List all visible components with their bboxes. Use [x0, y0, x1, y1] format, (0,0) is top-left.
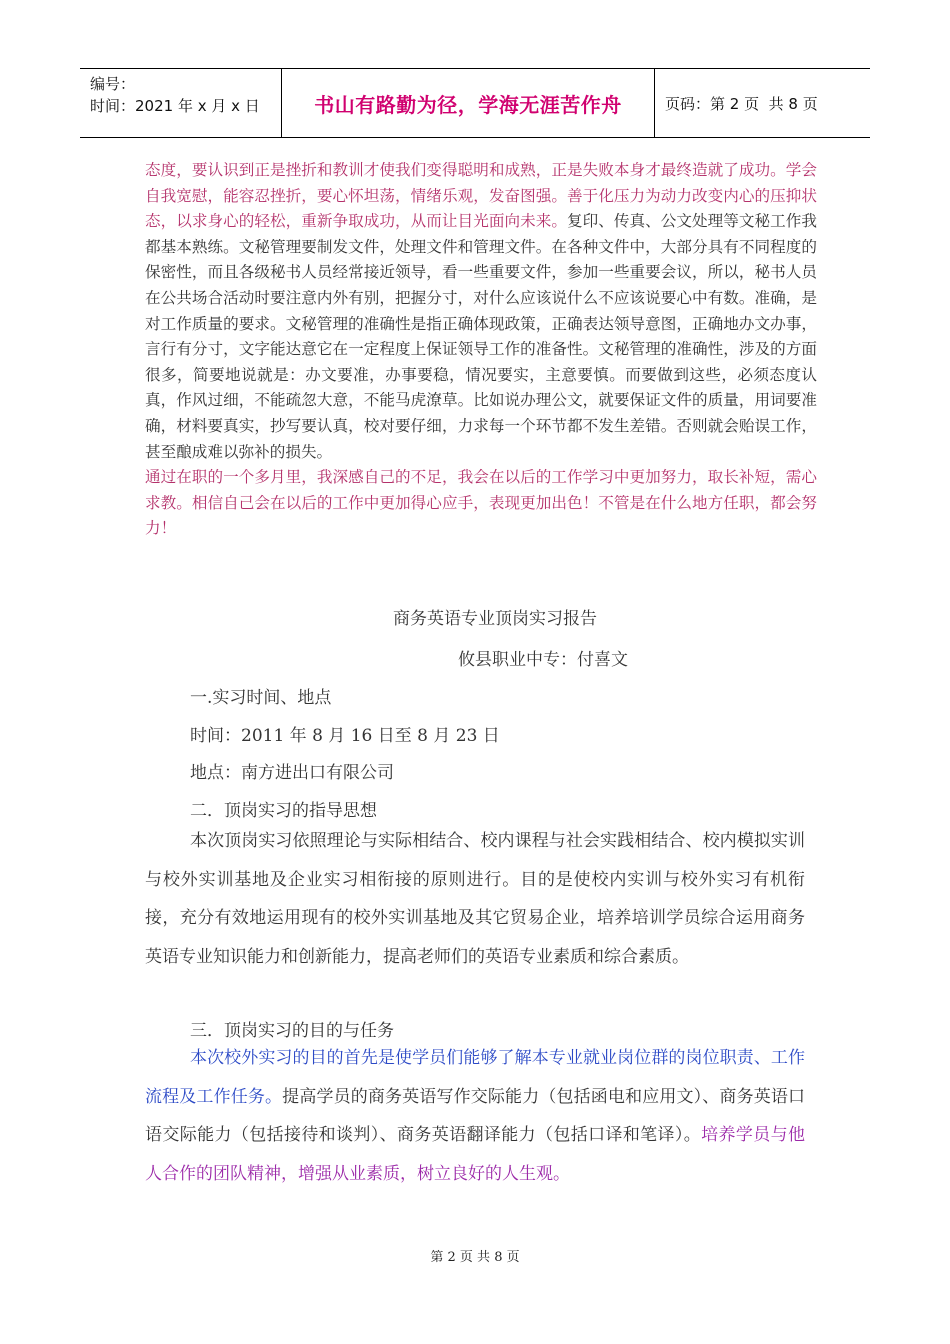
header-meta — [80, 69, 282, 137]
report-author: 攸县职业中专：付喜文 — [458, 650, 628, 670]
document-header — [80, 68, 870, 138]
page-footer: 第 2 页 共 8 页 — [430, 1250, 520, 1265]
page-info-text: 页码：第 2 页 共 8 页 — [665, 94, 818, 113]
section-heading-3: 三．顶岗实习的目的与任务 — [190, 1021, 394, 1041]
goal-purple-text: 培养学员与他人合作的团队精神，增强从业素质，树立良好的人生观。 — [145, 1125, 805, 1184]
paragraph-attitude-gray: 复印、传真、公文处理等文秘工作我都基本熟练。文秘管理要制发文件，处理文件和管理文件。在各种文件中，大部分具有不同程度的保密性，而且各级秘书人员经常接近领导，看一些重要文件，参加一些重要会议，所以，秘书人员在公共场合活动时要注意内外有别，把握分寸，对什么应该说什么不应该说要心中有数。准确，是对工作质量的要求。文秘管理的准确性是指正确体现政策，正确表达领导意图，正确地办文办事，言行有分寸，文字能达意它在一定程度上保证领导工作的准备性。文秘管理的准确性，涉及的方面很多，简要地说就是：办文要准，办事要稳，情况要实，主意要慎。而要做到这些，必须态度认真，作风过细，不能疏忽大意，不能马虎潦草。比如说办理公文，就要保证文件的质量，用词要准确，材料要真实，抄写要认真，校对要仔细，力求每一个环节都不发生差错。否则就会贻误工作，甚至酿成难以弥补的损失。 — [145, 212, 817, 461]
upper-text-block — [145, 158, 817, 542]
goal-gray-text: 提高学员的商务英语写作交际能力（包括函电和应用文）、商务英语口语交际能力（包括接待和谈判）、商务英语翻译能力（包括口译和笔译）。 — [145, 1086, 806, 1145]
goal-paragraph — [145, 1039, 805, 1193]
paragraph-attitude — [145, 158, 817, 465]
section-heading-1: 一.实习时间、地点 — [190, 688, 332, 708]
report-time: 时间：2011 年 8 月 16 日至 8 月 23 日 — [190, 726, 500, 746]
section-heading-2: 二．顶岗实习的指导思想 — [190, 801, 377, 821]
paragraph-attitude-pink: 态度，要认识到正是挫折和教训才使我们变得聪明和成熟，正是失败本身才最终造就了成功。学会自我宽慰，能容忍挫折，要心怀坦荡，情绪乐观，发奋图强。善于化压力为动力改变内心的压抑状态，以求身心的轻松，重新争取成功，从而让目光面向未来。 — [145, 161, 817, 231]
goal-blue-text: 本次校外实习的目的首先是使学员们能够了解本专业就业岗位群的岗位职责、工作流程及工作任务。 — [145, 1048, 805, 1107]
report-place: 地点：南方进出口有限公司 — [190, 763, 394, 783]
time-label: 时间：2021 年 x 月 x 日 — [90, 97, 260, 115]
report-title: 商务英语专业顶岗实习报告 — [393, 609, 597, 629]
header-motto: 书山有路勤为径，学海无涯苦作舟 — [282, 69, 655, 137]
header-page-info — [655, 69, 870, 137]
paragraph-conclusion: 通过在职的一个多月里，我深感自己的不足，我会在以后的工作学习中更加努力，取长补短，需心求教。相信自己会在以后的工作中更加得心应手，表现更加出色！不管是在什么地方任职，都会努力！ — [145, 468, 817, 538]
guide-paragraph: 本次顶岗实习依照理论与实际相结合、校内课程与社会实践相结合、校内模拟实训与校外实训基地及企业实习相衔接的原则进行。目的是使校内实训与校外实习有机衔接，充分有效地运用现有的校外实训基地及其它贸易企业，培养培训学员综合运用商务英语专业知识能力和创新能力，提高老师们的英语专业素质和综合素质。 — [145, 831, 805, 967]
number-label: 编号： — [90, 75, 136, 93]
